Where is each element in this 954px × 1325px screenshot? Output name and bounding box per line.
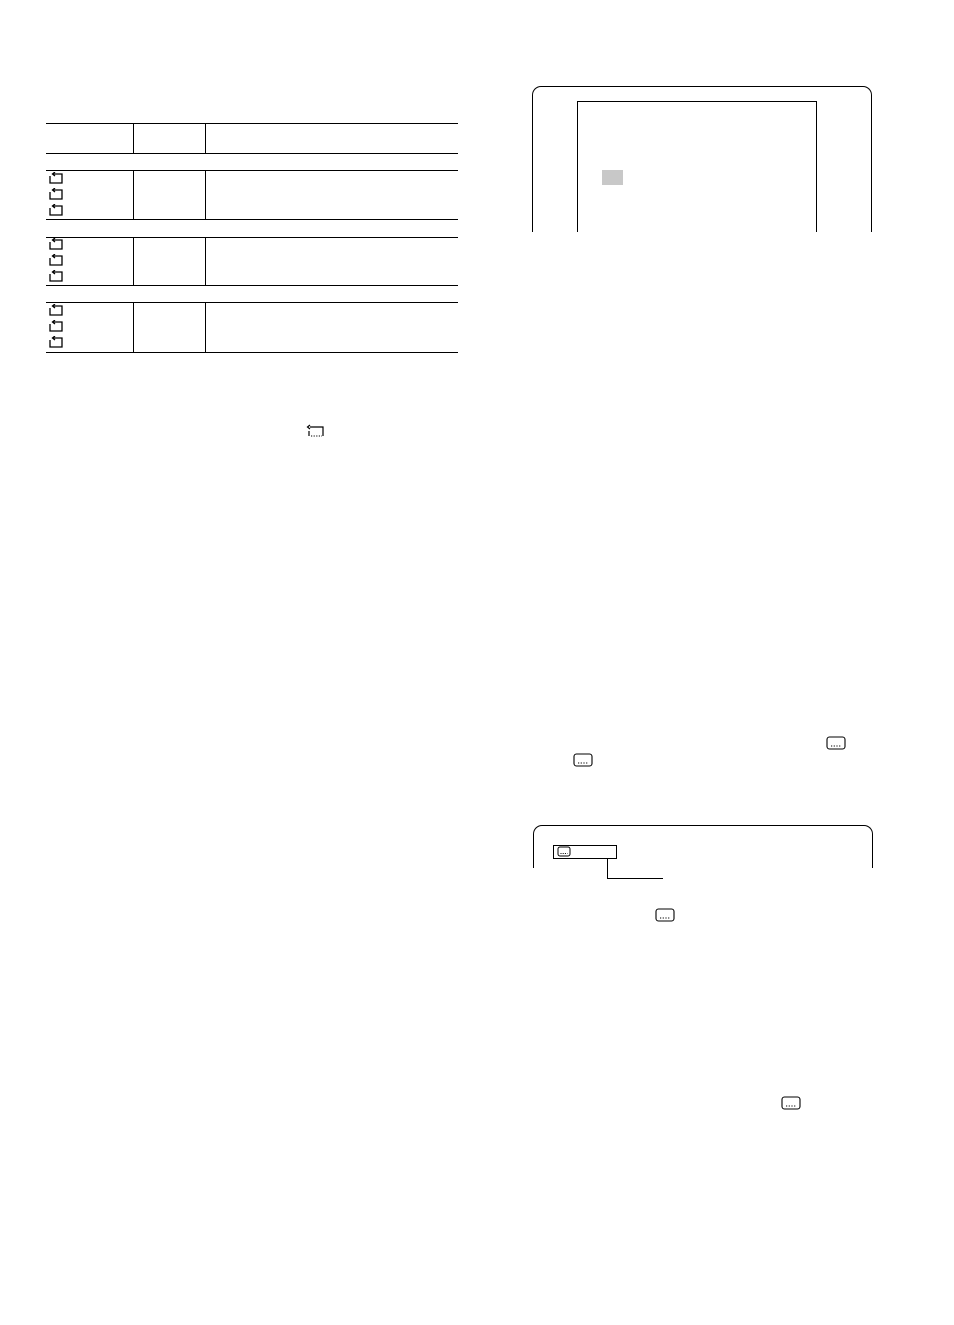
subtitle-button-icon bbox=[557, 846, 571, 857]
table-header-divider bbox=[133, 123, 134, 154]
menu-cursor-highlight bbox=[602, 170, 623, 185]
table-header-rule bbox=[46, 153, 458, 154]
repeat-icon bbox=[47, 204, 64, 217]
table-top-rule bbox=[46, 123, 458, 124]
repeat-icon bbox=[47, 254, 64, 267]
table-row-divider bbox=[205, 302, 206, 353]
subtitle-button-icon bbox=[655, 908, 675, 922]
repeat-icon bbox=[47, 320, 64, 333]
repeat-icon bbox=[47, 336, 64, 349]
callout-line bbox=[607, 878, 663, 879]
subtitle-button-icon bbox=[826, 736, 846, 750]
table-row-divider bbox=[133, 237, 134, 286]
table-row-divider bbox=[205, 170, 206, 220]
subtitle-display-bar bbox=[553, 845, 617, 859]
return-icon bbox=[306, 424, 325, 437]
callout-line bbox=[607, 859, 608, 879]
table-row-top-rule bbox=[46, 237, 458, 238]
repeat-icon bbox=[47, 304, 64, 317]
repeat-icon bbox=[47, 172, 64, 185]
table-row-divider bbox=[205, 237, 206, 286]
table-row-divider bbox=[133, 170, 134, 220]
repeat-icon bbox=[47, 270, 64, 283]
table-row-bottom-rule bbox=[46, 285, 458, 286]
setup-menu-box bbox=[577, 101, 817, 232]
table-row-bottom-rule bbox=[46, 219, 458, 220]
table-header-divider bbox=[205, 123, 206, 154]
table-row-top-rule bbox=[46, 170, 458, 171]
table-row-divider bbox=[133, 302, 134, 353]
table-row-top-rule bbox=[46, 302, 458, 303]
repeat-icon bbox=[47, 238, 64, 251]
table-row-bottom-rule bbox=[46, 352, 458, 353]
subtitle-button-icon bbox=[573, 753, 593, 767]
subtitle-button-icon bbox=[781, 1096, 801, 1110]
repeat-icon bbox=[47, 188, 64, 201]
